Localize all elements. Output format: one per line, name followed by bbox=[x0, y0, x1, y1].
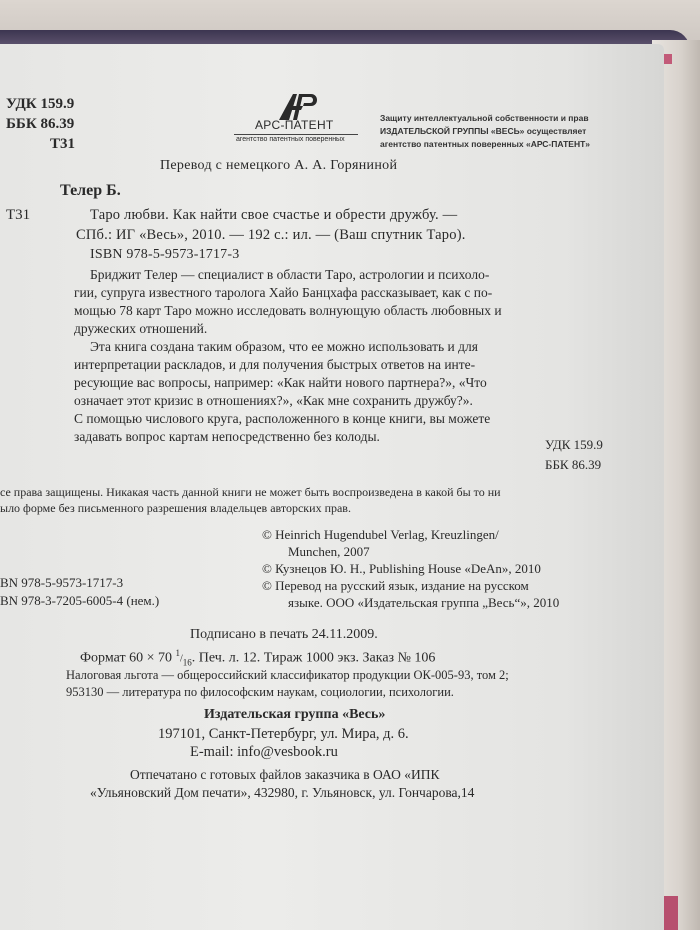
format-line: Формат 60 × 70 $^1/_{16}$. Печ. л. 12. Тираж 1000 экз. Заказ № 106 bbox=[80, 648, 436, 668]
annotation-line: Бриджит Телер — специалист в области Таро, астрологии и психоло- bbox=[90, 267, 490, 282]
copyright-line: © Кузнецов Ю. Н., Publishing House «DeAn», 2010 bbox=[262, 561, 541, 576]
publisher-email: E-mail: info@vesbook.ru bbox=[190, 744, 338, 760]
copyright-line: © Heinrich Hugendubel Verlag, Kreuzlingen/ bbox=[262, 527, 499, 542]
catalog-isbn: ISBN 978-5-9573-1717-3 bbox=[90, 247, 240, 262]
format-suffix: . Печ. л. 12. Тираж 1000 экз. Заказ № 106 bbox=[191, 650, 436, 666]
catalog-title: Таро любви. Как найти свое счастье и обрести дружбу. — bbox=[90, 207, 458, 223]
catalog-mark: Т31 bbox=[6, 207, 31, 223]
annotation-line: дружеских отношений. bbox=[74, 321, 208, 336]
printer-line: Отпечатано с готовых файлов заказчика в ОАО «ИПК bbox=[130, 767, 440, 782]
annotation bbox=[74, 266, 634, 446]
catalog-author: Телер Б. bbox=[60, 182, 121, 199]
rights-note-line: агентство патентных поверенных «АРС-ПАТЕНТ» bbox=[380, 139, 591, 149]
closing-udc: УДК 159.9 bbox=[545, 437, 603, 452]
udc-code: УДК 159.9 bbox=[6, 96, 75, 112]
annotation-line: задавать вопрос картам непосредственно без колоды. bbox=[74, 429, 380, 444]
copyright-line: © Перевод на русский язык, издание на русском bbox=[262, 578, 529, 593]
all-rights-line: се права защищены. Никакая часть данной книги не может быть воспроизведена в какой бы то ни bbox=[0, 485, 501, 499]
annotation-line: гии, супруга известного таролога Хайо Банцхафа рассказывает, как с по- bbox=[74, 285, 493, 300]
rights-note-line: ИЗДАТЕЛЬСКОЙ ГРУППЫ «ВЕСЬ» осуществляет bbox=[380, 126, 587, 136]
logo-name: АРС-ПАТЕНТ bbox=[255, 118, 334, 132]
format-prefix: Формат 60 × 70 bbox=[80, 650, 176, 666]
translation-note: Перевод с немецкого А. А. Горяниной bbox=[160, 158, 398, 173]
copyright-line: языке. ООО «Издательская группа „Весь“», 2010 bbox=[288, 595, 560, 610]
logo-tagline: агентство патентных поверенных bbox=[236, 136, 345, 143]
annotation-line: Эта книга создана таким образом, что ее можно использовать и для bbox=[90, 339, 478, 354]
author-mark: Т31 bbox=[50, 136, 76, 152]
rights-protection-note bbox=[380, 112, 590, 151]
format-fraction-den: 16 bbox=[182, 657, 192, 668]
tax-line: 953130 — литература по философским наукам, социологии, психологии. bbox=[66, 685, 454, 699]
annotation-line: интерпретации раскладов, и для получения быстрых ответов на инте- bbox=[74, 357, 476, 372]
all-rights-line: ыло форме без письменного разрешения владельцев авторских прав. bbox=[0, 501, 351, 515]
isbn-german: BN 978-3-7205-6005-4 (нем.) bbox=[0, 593, 160, 608]
printer-line: «Ульяновский Дом печати», 432980, г. Ульяновск, ул. Гончарова,14 bbox=[90, 785, 475, 800]
annotation-line: С помощью числового круга, расположенного в конце книги, вы можете bbox=[74, 411, 491, 426]
annotation-line: ресующие вас вопросы, например: «Как найти нового партнера?», «Что bbox=[74, 375, 487, 390]
rights-note-line: Защиту интеллектуальной собственности и прав bbox=[380, 113, 589, 123]
logo-divider bbox=[234, 134, 358, 135]
publisher-name: Издательская группа «Весь» bbox=[204, 707, 386, 722]
publisher-address: 197101, Санкт-Петербург, ул. Мира, д. 6. bbox=[158, 726, 409, 742]
annotation-line: мощью 78 карт Таро можно исследовать волнующую область любовных и bbox=[74, 303, 502, 318]
tax-line: Налоговая льгота — общероссийский классификатор продукции ОК-005-93, том 2; bbox=[66, 668, 509, 682]
annotation-line: означает этот кризис в отношениях?», «Как мне сохранить дружбу?». bbox=[74, 393, 473, 408]
copyright-line: Munchen, 2007 bbox=[288, 544, 370, 559]
isbn-russian: BN 978-5-9573-1717-3 bbox=[0, 575, 124, 590]
signed-to-print: Подписано в печать 24.11.2009. bbox=[190, 627, 378, 642]
closing-bbk: ББК 86.39 bbox=[545, 457, 602, 472]
book-page bbox=[0, 44, 664, 930]
bbk-code: ББК 86.39 bbox=[6, 116, 75, 132]
format-fraction-num: 1 bbox=[175, 648, 180, 658]
catalog-imprint: СПб.: ИГ «Весь», 2010. — 192 с.: ил. — (Ваш спутник Таро). bbox=[76, 227, 466, 243]
